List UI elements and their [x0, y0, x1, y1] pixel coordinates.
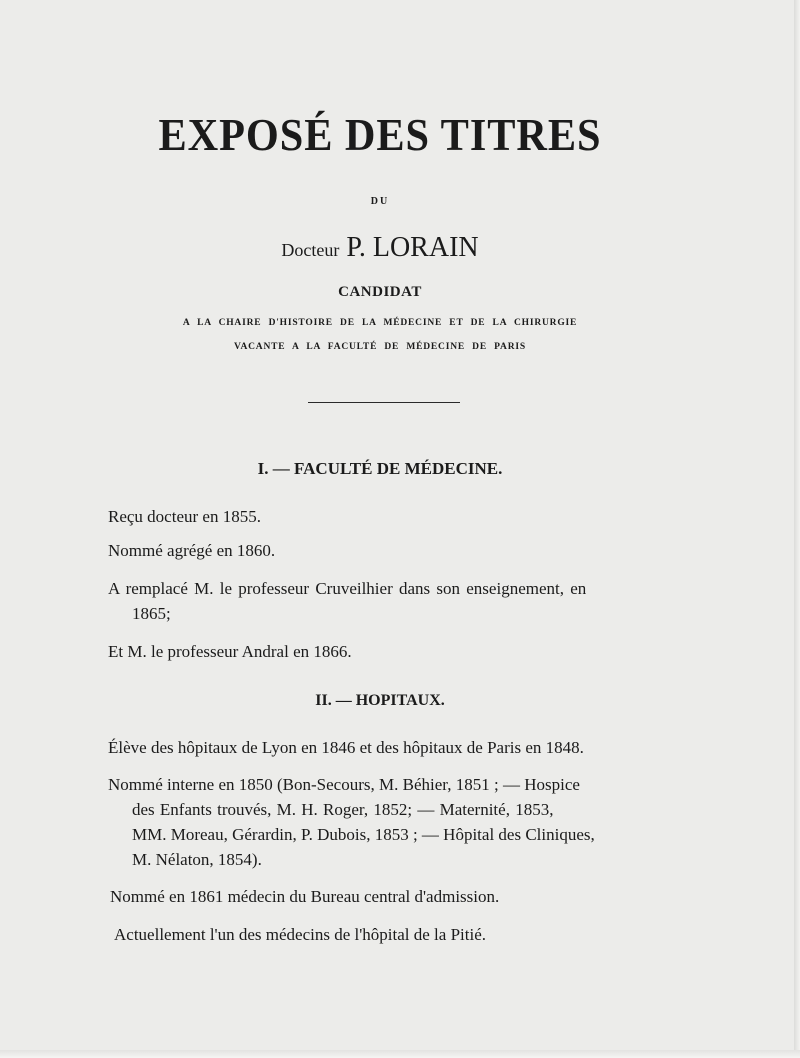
paragraph-interne-line-4: M. Nélaton, 1854). — [132, 850, 262, 869]
paragraph-interne-line-2: des Enfants trouvés, M. H. Roger, 1852; — Maternité, 1853, — [132, 800, 554, 819]
author-name: P. LORAIN — [346, 232, 479, 263]
paragraph-remplace-line-2: 1865; — [132, 604, 171, 623]
paragraph-remplace-line-1: A remplacé M. le professeur Cruveilhier dans son enseignement, en — [108, 579, 587, 598]
section-heading-faculte: I. — FACULTÉ DE MÉDECINE. — [257, 459, 503, 478]
paragraph-interne-line-1: Nommé interne en 1850 (Bon-Secours, M. Béhier, 1851 ; — Hospice — [108, 775, 580, 794]
page-edge-bottom — [0, 1050, 800, 1058]
candidat-label: CANDIDAT — [338, 284, 422, 300]
paragraph-andral: Et M. le professeur Andral en 1866. — [108, 642, 352, 661]
title-connector: DU — [370, 196, 390, 207]
chair-line-1: A LA CHAIRE D'HISTOIRE DE LA MÉDECINE ET DE LA CHIRURGIE — [182, 318, 578, 328]
section-heading-hopitaux: II. — HOPITAUX. — [315, 692, 445, 709]
divider-rule — [308, 402, 460, 403]
page-edge-right — [794, 0, 800, 1058]
author-prefix: Docteur — [281, 240, 340, 260]
paragraph-eleve: Élève des hôpitaux de Lyon en 1846 et des hôpitaux de Paris en 1848. — [108, 738, 584, 757]
chair-line-2: VACANTE A LA FACULTÉ DE MÉDECINE DE PARIS — [234, 342, 526, 352]
author-line — [0, 232, 760, 264]
document-title: EXPOSÉ DES TITRES — [158, 109, 602, 160]
paragraph-interne-line-3: MM. Moreau, Gérardin, P. Dubois, 1853 ; — Hôpital des Cliniques, — [132, 825, 595, 844]
paragraph-bureau-central: Nommé en 1861 médecin du Bureau central d'admission. — [110, 887, 500, 906]
paragraph-nomme-agrege: Nommé agrégé en 1860. — [108, 541, 276, 560]
paragraph-pitie: Actuellement l'un des médecins de l'hôpital de la Pitié. — [114, 925, 486, 944]
paragraph-recu-docteur: Reçu docteur en 1855. — [108, 507, 261, 526]
